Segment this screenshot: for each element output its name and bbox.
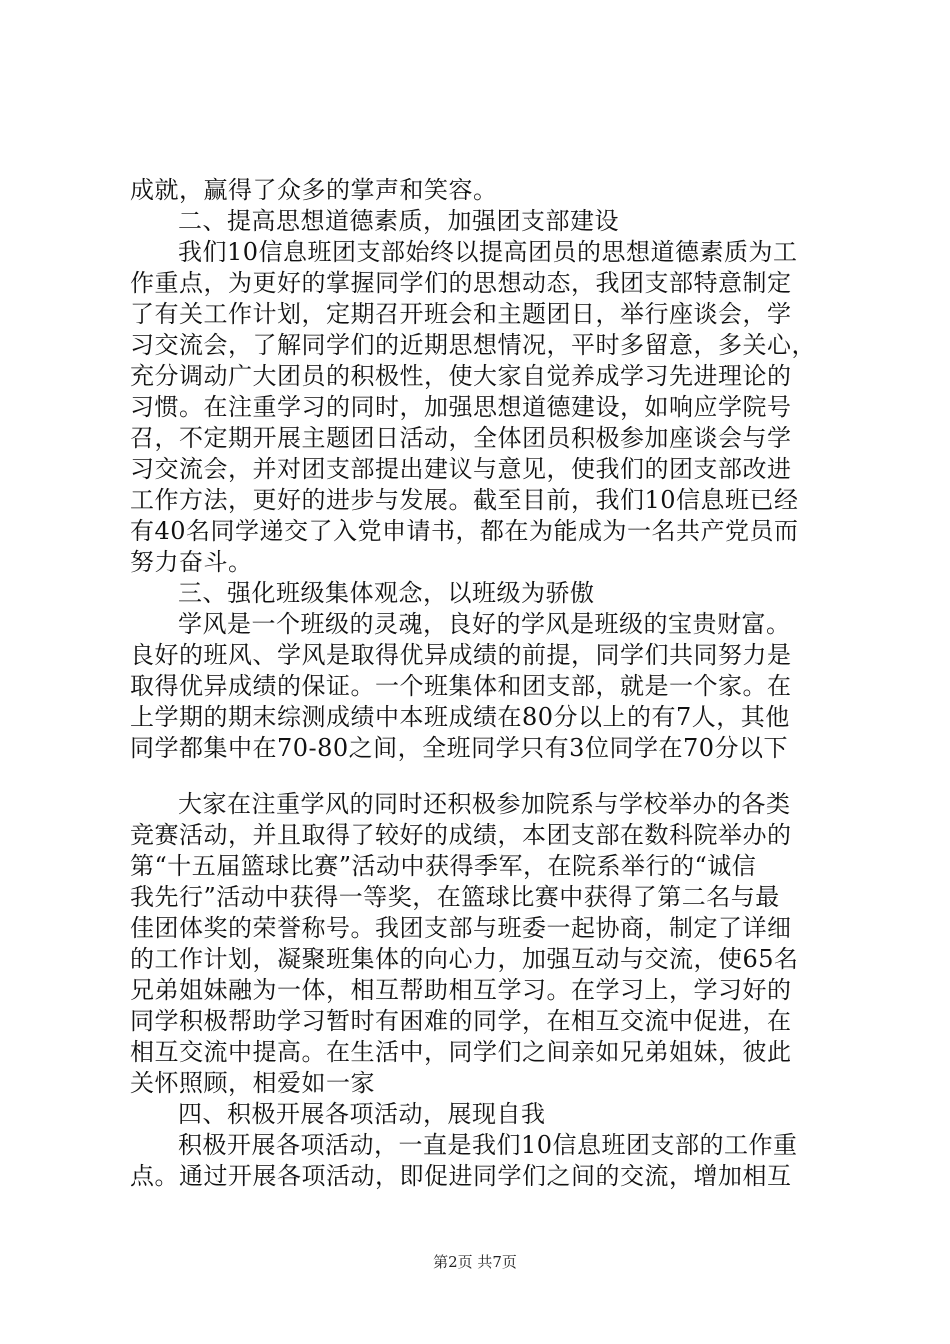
text-line: 努力奋斗。 bbox=[130, 548, 253, 576]
text-line: 关怀照顾，相爱如一家 bbox=[130, 1069, 375, 1097]
text-line: 同学积极帮助学习暂时有困难的同学，在相互交流中促进，在 bbox=[130, 1007, 792, 1035]
text-line: 我先行”活动中获得一等奖，在篮球比赛中获得了第二名与最 bbox=[130, 883, 780, 911]
text-line: 第“十五届篮球比赛”活动中获得季军，在院系举行的“诚信 bbox=[130, 852, 757, 880]
text-line: 竞赛活动，并且取得了较好的成绩，本团支部在数科院举办的 bbox=[130, 821, 792, 849]
text-line: 学风是一个班级的灵魂，良好的学风是班级的宝贵财富。 bbox=[178, 610, 791, 638]
text-line: 同学都集中在70-80之间，全班同学只有3位同学在70分以下 bbox=[130, 734, 788, 762]
text-line: 佳团体奖的荣誉称号。我团支部与班委一起协商，制定了详细 bbox=[130, 914, 792, 942]
text-line: 习交流会，了解同学们的近期思想情况，平时多留意，多关心， bbox=[130, 331, 816, 359]
text-line: 召，不定期开展主题团日活动，全体团员积极参加座谈会与学 bbox=[130, 424, 792, 452]
text-line: 取得优异成绩的保证。一个班集体和团支部，就是一个家。在 bbox=[130, 672, 792, 700]
section-heading-3: 三、强化班级集体观念，以班级为骄傲 bbox=[178, 579, 595, 607]
text-line: 成就，赢得了众多的掌声和笑容。 bbox=[130, 176, 498, 204]
page-number-footer: 第2页 共7页 bbox=[433, 1253, 517, 1271]
text-line: 上学期的期末综测成绩中本班成绩在80分以上的有7人，其他 bbox=[130, 703, 790, 731]
text-line: 我们10信息班团支部始终以提高团员的思想道德素质为工 bbox=[178, 238, 798, 266]
text-line: 充分调动广大团员的积极性，使大家自觉养成学习先进理论的 bbox=[130, 362, 792, 390]
section-heading-4: 四、积极开展各项活动，展现自我 bbox=[178, 1100, 546, 1128]
text-line: 了有关工作计划，定期召开班会和主题团日，举行座谈会，学 bbox=[130, 300, 792, 328]
text-line: 积极开展各项活动，一直是我们10信息班团支部的工作重 bbox=[178, 1131, 798, 1159]
text-line: 习交流会，并对团支部提出建议与意见，使我们的团支部改进 bbox=[130, 455, 792, 483]
text-line: 相互交流中提高。在生活中，同学们之间亲如兄弟姐妹，彼此 bbox=[130, 1038, 792, 1066]
text-line: 作重点，为更好的掌握同学们的思想动态，我团支部特意制定 bbox=[130, 269, 792, 297]
text-line: 工作方法，更好的进步与发展。截至目前，我们10信息班已经 bbox=[130, 486, 799, 514]
text-line: 点。通过开展各项活动，即促进同学们之间的交流，增加相互 bbox=[130, 1162, 792, 1190]
text-line: 的工作计划，凝聚班集体的向心力，加强互动与交流，使65名 bbox=[130, 945, 799, 973]
text-line: 习惯。在注重学习的同时，加强思想道德建设，如响应学院号 bbox=[130, 393, 792, 421]
text-line: 兄弟姐妹融为一体，相互帮助相互学习。在学习上，学习好的 bbox=[130, 976, 792, 1004]
text-line: 有40名同学递交了入党申请书，都在为能成为一名共产党员而 bbox=[130, 517, 799, 545]
text-line: 良好的班风、学风是取得优异成绩的前提，同学们共同努力是 bbox=[130, 641, 792, 669]
text-line: 大家在注重学风的同时还积极参加院系与学校举办的各类 bbox=[178, 790, 791, 818]
section-heading-2: 二、提高思想道德素质，加强团支部建设 bbox=[178, 207, 619, 235]
